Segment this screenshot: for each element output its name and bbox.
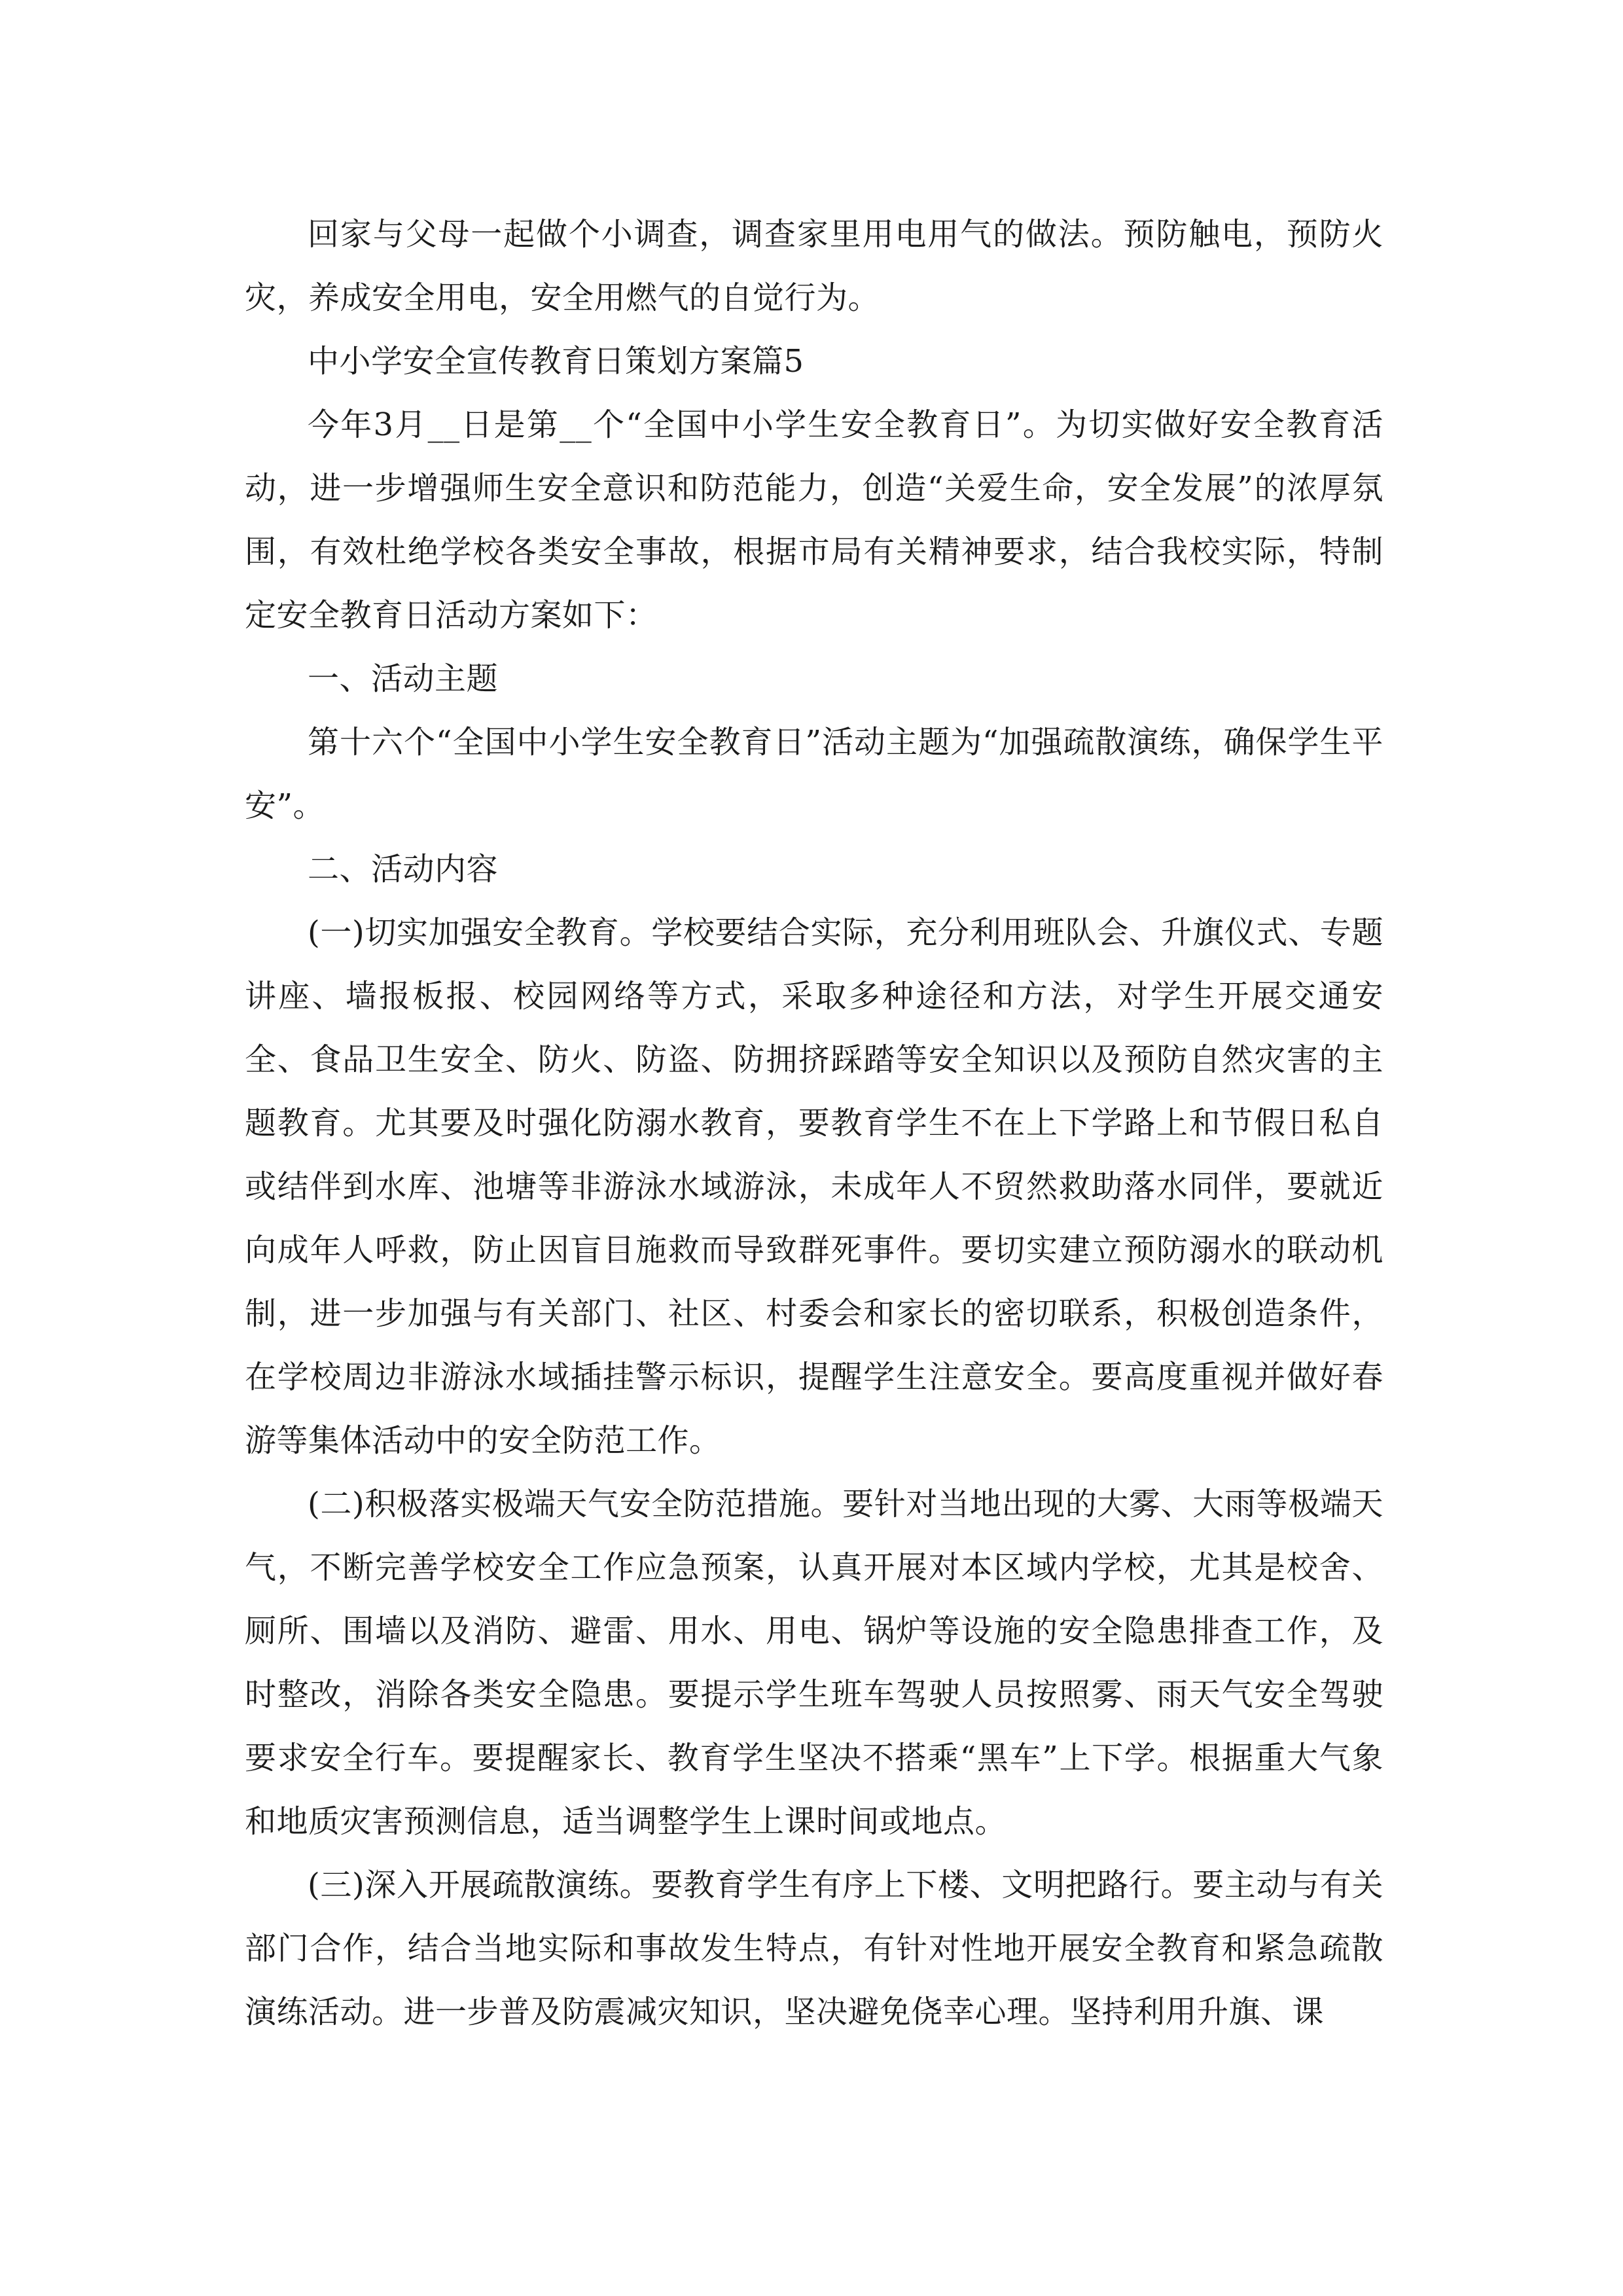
document-body <box>245 203 1383 2044</box>
paragraph-item-2: (二)积极落实极端天气安全防范措施。要针对当地出现的大雾、大雨等极端天气，不断完善学校安全工作应急预案，认真开展对本区域内学校，尤其是校舍、厕所、围墙以及消防、避雷、用水、用电、锅炉等设施的安全隐患排查工作，及时整改，消除各类安全隐患。要提示学生班车驾驶人员按照雾、雨天气安全驾驶要求安全行车。要提醒家长、教育学生坚决不搭乘“黑车”上下学。根据重大气象和地质灾害预测信息，适当调整学生上课时间或地点。 <box>245 1486 1383 1840</box>
paragraph-intro: 回家与父母一起做个小调查，调查家里用电用气的做法。预防触电，预防火灾，养成安全用电，安全用燃气的自觉行为。 <box>245 216 1383 316</box>
paragraph-theme: 第十六个“全国中小学生安全教育日”活动主题为“加强疏散演练，确保学生平安”。 <box>245 724 1383 824</box>
paragraph-item-1: (一)切实加强安全教育。学校要结合实际，充分利用班队会、升旗仪式、专题讲座、墙报板报、校园网络等方式，采取多种途径和方法，对学生开展交通安全、食品卫生安全、防火、防盗、防拥挤踩踏等安全知识以及预防自然灾害的主题教育。尤其要及时强化防溺水教育，要教育学生不在上下学路上和节假日私自或结伴到水库、池塘等非游泳水域游泳，未成年人不贸然救助落水同伴，要就近向成年人呼救，防止因盲目施救而导致群死事件。要切实建立预防溺水的联动机制，进一步加强与有关部门、社区、村委会和家长的密切联系，积极创造条件，在学校周边非游泳水域插挂警示标识，提醒学生注意安全。要高度重视并做好春游等集体活动中的安全防范工作。 <box>245 914 1383 1459</box>
paragraph-item-3: (三)深入开展疏散演练。要教育学生有序上下楼、文明把路行。要主动与有关部门合作，结合当地实际和事故发生特点，有针对性地开展安全教育和紧急疏散演练活动。进一步普及防震减灾知识，坚决避免侥幸心理。坚持利用升旗、课 <box>245 1867 1383 2030</box>
paragraph-opening: 今年3月__日是第__个“全国中小学生安全教育日”。为切实做好安全教育活动，进一步增强师生安全意识和防范能力，创造“关爱生命，安全发展”的浓厚氛围，有效杜绝学校各类安全事故，根据市局有关精神要求，结合我校实际，特制定安全教育日活动方案如下： <box>245 406 1383 634</box>
heading-activity-theme: 一、活动主题 <box>308 660 499 697</box>
section-title: 中小学安全宣传教育日策划方案篇5 <box>308 343 804 380</box>
heading-activity-content: 二、活动内容 <box>308 851 499 888</box>
